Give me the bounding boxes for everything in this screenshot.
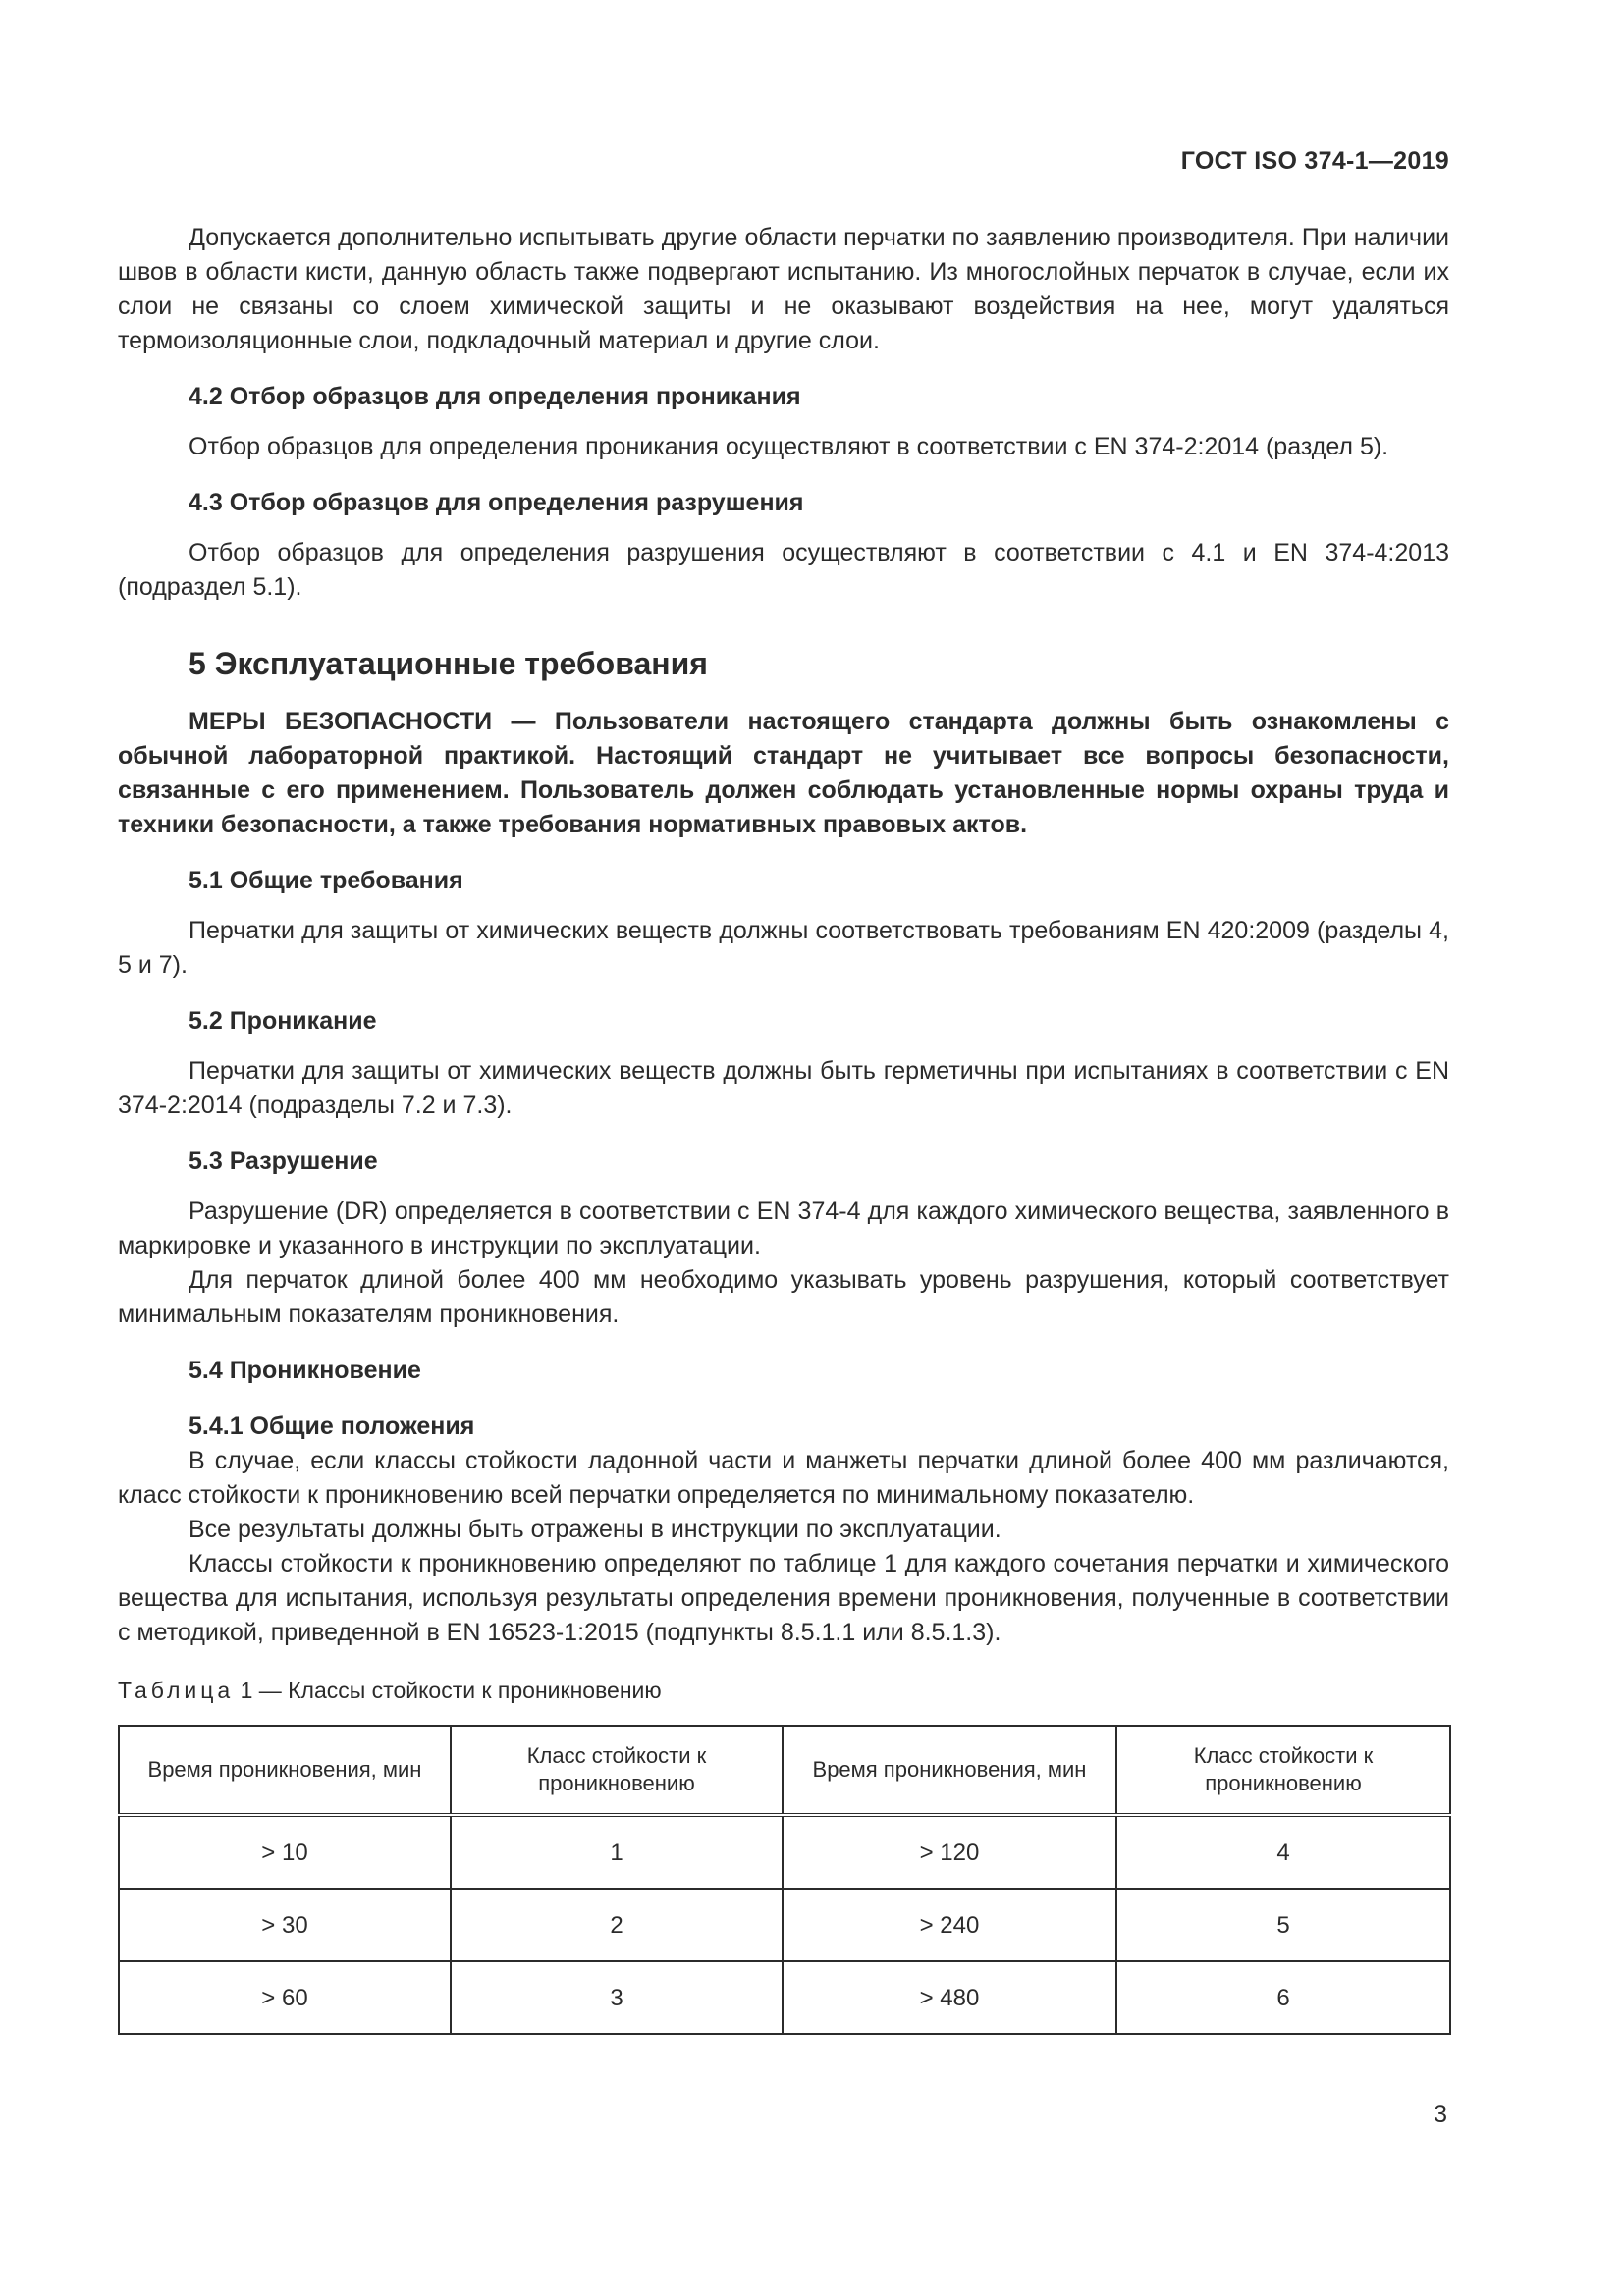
table-cell: 3 <box>451 1961 783 2034</box>
table-header-cell: Класс стойкости к проникновению <box>1116 1726 1450 1815</box>
table-cell: > 240 <box>783 1889 1116 1961</box>
table-cell: 2 <box>451 1889 783 1961</box>
table-cell: > 10 <box>119 1815 451 1889</box>
section-4-3-title: 4.3 Отбор образцов для определения разрушения <box>189 489 804 516</box>
table-1 <box>118 1725 1451 2035</box>
table-cell: 4 <box>1116 1815 1450 1889</box>
table-row <box>119 1889 1450 1961</box>
table-cell: > 120 <box>783 1815 1116 1889</box>
document-header: ГОСТ ISO 374-1—2019 <box>1180 147 1449 175</box>
table-header-cell: Время проникновения, мин <box>119 1726 451 1815</box>
section-5-2-title: 5.2 Проникание <box>189 1007 377 1035</box>
section-4-2-text: Отбор образцов для определения проникания осуществляют в соответствии с EN 374-2:2014 (раздел 5). <box>189 433 1389 460</box>
section-5-title: 5 Эксплуатационные требования <box>189 646 708 681</box>
table-header-cell: Время проникновения, мин <box>783 1726 1116 1815</box>
section-5-4-1-text-2: Все результаты должны быть отражены в инструкции по эксплуатации. <box>189 1516 1001 1543</box>
section-5-4-1-text-3: Классы стойкости к проникновению определяют по таблице 1 для каждого сочетания перчатки и химического вещества для испытания, используя результаты определения времени проникновения, полученные в соответствии с методикой, приведенной в EN 16523-1:2015 (подпункты 8.5.1.1 или 8.5.1.3). <box>118 1550 1449 1646</box>
table-header-cell: Класс стойкости к проникновению <box>451 1726 783 1815</box>
section-5-3-text-2: Для перчаток длиной более 400 мм необходимо указывать уровень разрушения, который соответствует минимальным показателям проникновения. <box>118 1266 1449 1328</box>
table-header-row <box>119 1726 1450 1815</box>
table-cell: 1 <box>451 1815 783 1889</box>
section-4-3-text: Отбор образцов для определения разрушения осуществляют в соответствии с 4.1 и EN 374-4:2013 (подраздел 5.1). <box>118 539 1449 601</box>
table-cell: > 60 <box>119 1961 451 2034</box>
section-5-1-text: Перчатки для защиты от химических веществ должны соответствовать требованиям EN 420:2009 (разделы 4, 5 и 7). <box>118 917 1449 979</box>
table-1-caption <box>118 1676 1449 1705</box>
table-cell: 6 <box>1116 1961 1450 2034</box>
safety-warning: МЕРЫ БЕЗОПАСНОСТИ — Пользователи настоящего стандарта должны быть ознакомлены с обычной лабораторной практикой. Настоящий стандарт не учитывает все вопросы безопасности, связанные с его применением. Пользователь должен соблюдать установленные нормы охраны труда и техники безопасности, а также требования нормативных правовых актов. <box>118 708 1449 838</box>
table-row <box>119 1961 1450 2034</box>
table-cell: > 480 <box>783 1961 1116 2034</box>
section-5-3-title: 5.3 Разрушение <box>189 1148 378 1175</box>
table-cell: 5 <box>1116 1889 1450 1961</box>
intro-paragraph: Допускается дополнительно испытывать другие области перчатки по заявлению производителя. При наличии швов в области кисти, данную область также подвергают испытанию. Из многослойных перчаток в случае, если их слои не связаны со слоем химической защиты и не оказывают воздействия на нее, могут удаляться термоизоляционные слои, подкладочный материал и другие слои. <box>118 224 1449 354</box>
table-caption-word: Таблица <box>118 1678 235 1703</box>
section-5-4-title: 5.4 Проникновение <box>189 1357 421 1384</box>
table-row <box>119 1815 1450 1889</box>
section-5-2-text: Перчатки для защиты от химических веществ должны быть герметичны при испытаниях в соответствии с EN 374-2:2014 (подразделы 7.2 и 7.3). <box>118 1057 1449 1119</box>
page-number: 3 <box>1434 2101 1447 2128</box>
section-5-4-1-text-1: В случае, если классы стойкости ладонной части и манжеты перчатки длиной более 400 мм различаются, класс стойкости к проникновению всей перчатки определяется по минимальному показателю. <box>118 1447 1449 1509</box>
table-cell: > 30 <box>119 1889 451 1961</box>
section-5-1-title: 5.1 Общие требования <box>189 867 463 894</box>
table-caption-text: 1 — Классы стойкости к проникновению <box>240 1678 662 1703</box>
document-body <box>118 221 1449 2035</box>
section-5-3-text-1: Разрушение (DR) определяется в соответствии с EN 374-4 для каждого химического вещества, заявленного в маркировке и указанного в инструкции по эксплуатации. <box>118 1198 1449 1259</box>
section-5-4-1-title: 5.4.1 Общие положения <box>189 1413 475 1440</box>
section-4-2-title: 4.2 Отбор образцов для определения проникания <box>189 383 801 410</box>
